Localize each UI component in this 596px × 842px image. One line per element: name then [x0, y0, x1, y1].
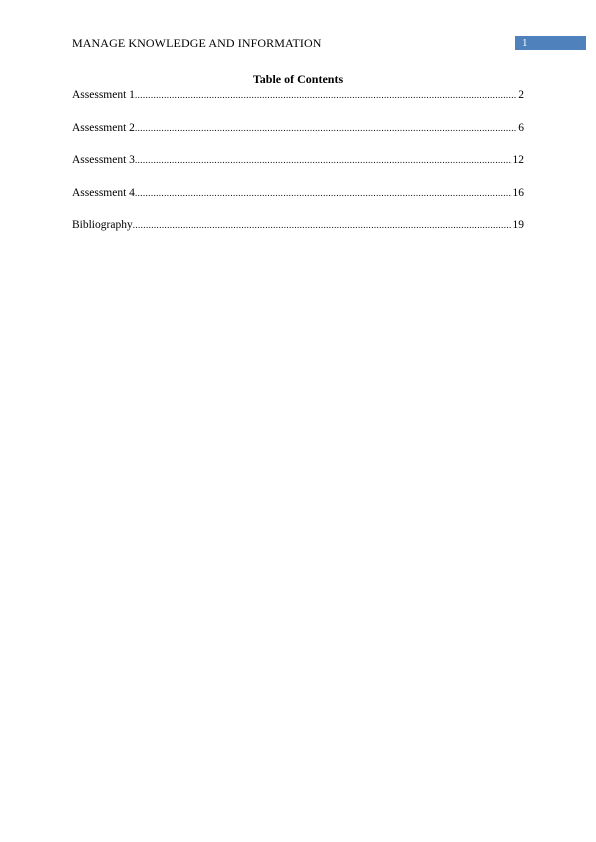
toc-entry-assessment-1[interactable]	[72, 88, 524, 103]
toc-dot-leader	[135, 88, 517, 103]
toc-entry-label: Assessment 2	[72, 121, 135, 134]
toc-dot-leader	[135, 121, 517, 136]
toc-entry-page: 2	[518, 89, 524, 101]
toc-dot-leader	[135, 153, 512, 168]
toc-dot-leader	[135, 186, 512, 201]
table-of-contents	[72, 88, 524, 251]
toc-entry-bibliography[interactable]	[72, 218, 524, 233]
running-header-title: MANAGE KNOWLEDGE AND INFORMATION	[72, 36, 322, 50]
toc-heading: Table of Contents	[252, 72, 344, 86]
toc-entry-page: 19	[512, 219, 524, 231]
toc-entry-label: Assessment 4	[72, 186, 135, 199]
toc-entry-page: 6	[518, 121, 524, 134]
toc-entry-page: 16	[512, 186, 524, 199]
page-number: 1	[522, 37, 528, 49]
toc-entry-label: Assessment 1	[72, 89, 135, 101]
toc-dot-leader	[133, 218, 512, 233]
page-number-badge	[515, 36, 586, 50]
page-header	[72, 36, 586, 51]
toc-entry-page: 12	[512, 154, 524, 166]
toc-entry-label: Assessment 3	[72, 154, 135, 166]
toc-entry-label: Bibliography	[72, 219, 133, 231]
toc-entry-assessment-3[interactable]	[72, 153, 524, 168]
toc-entry-assessment-4[interactable]	[72, 186, 524, 201]
toc-entry-assessment-2[interactable]	[72, 121, 524, 136]
